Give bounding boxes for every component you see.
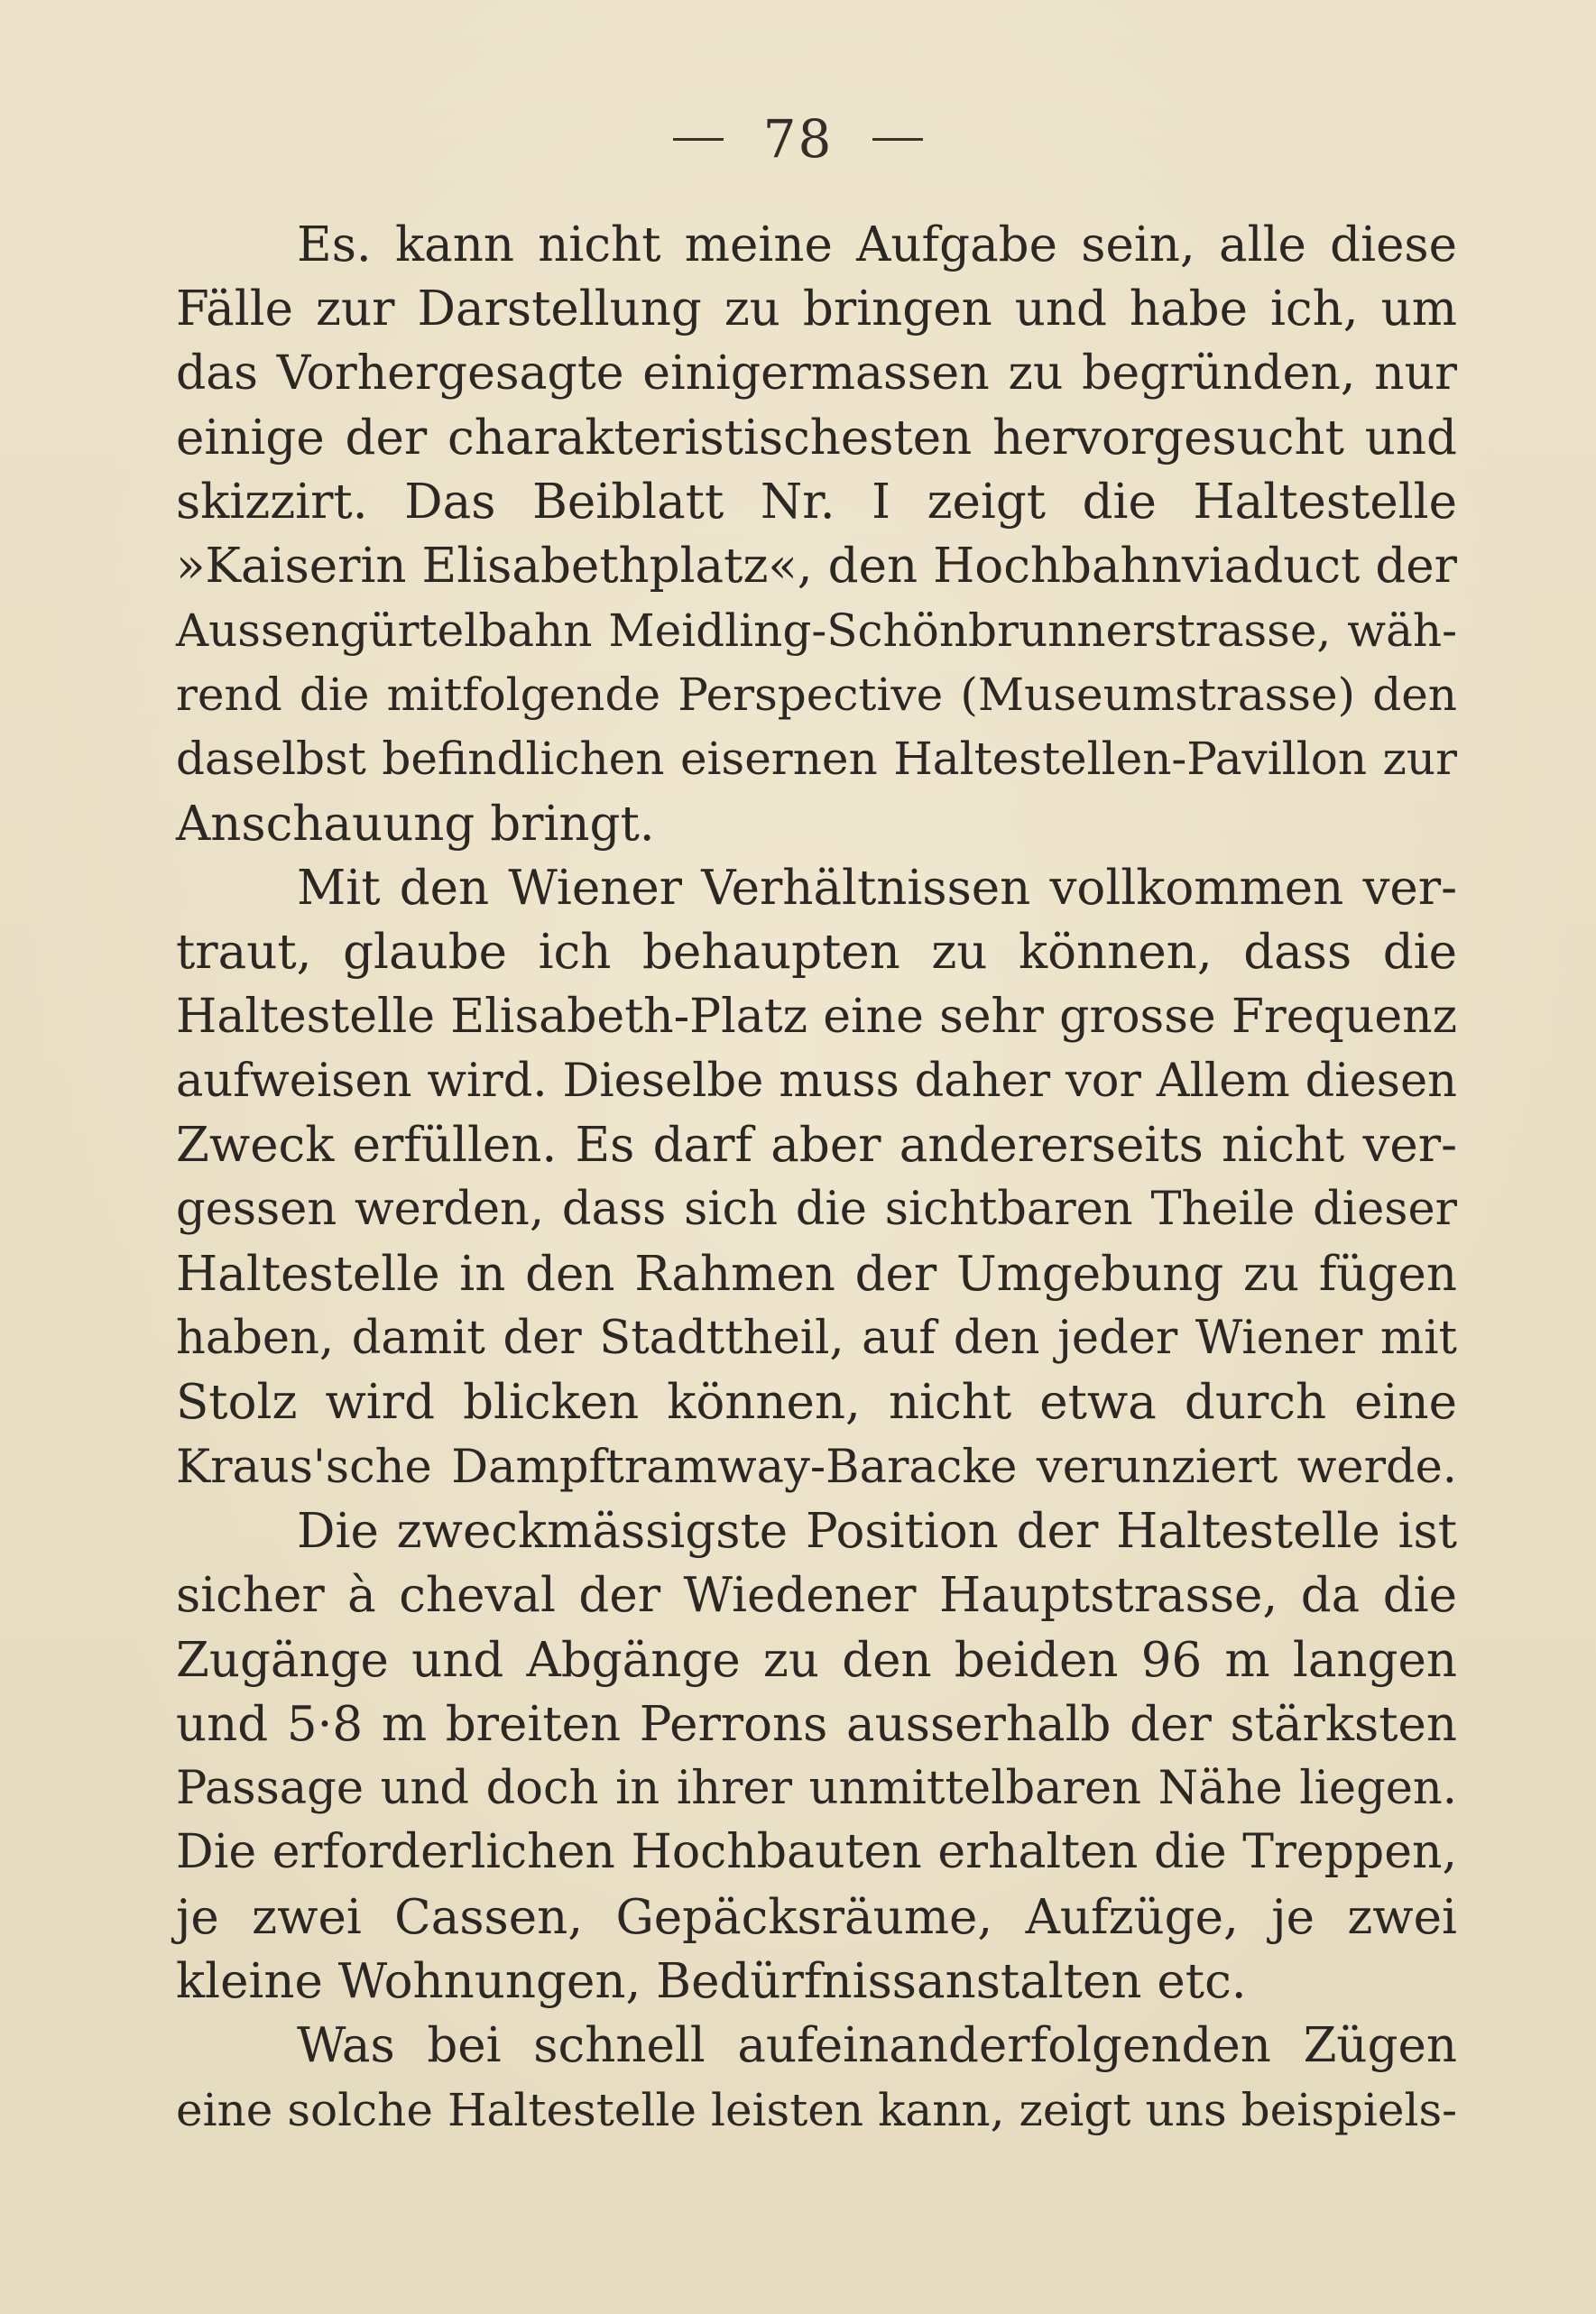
text-line: skizzirt. Das Beiblatt Nr. I zeigt die Haltestelle bbox=[176, 475, 1457, 530]
text-line: eine solche Haltestelle leisten kann, zeigt uns beispiels- bbox=[176, 2083, 1457, 2136]
text-line: Es. kann nicht meine Aufgabe sein, alle diese bbox=[297, 217, 1457, 272]
text-line: Was bei schnell aufeinanderfolgenden Zügen bbox=[297, 2018, 1457, 2074]
text-line: Die erforderlichen Hochbauten erhalten die Treppen, bbox=[176, 1825, 1457, 1880]
text-line: je zwei Cassen, Gepäcksräume, Aufzüge, je zwei bbox=[176, 1889, 1457, 1945]
text-line: einige der charakteristischesten hervorgesucht und bbox=[176, 410, 1457, 466]
text-line: und 5·8 m breiten Perrons ausserhalb der stärksten bbox=[176, 1696, 1457, 1752]
text-line: aufweisen wird. Dieselbe muss daher vor Allem diesen bbox=[176, 1054, 1457, 1108]
text-line: kleine Wohnungen, Bedürfnissanstalten etc. bbox=[176, 1954, 1247, 2010]
text-line: traut, glaube ich behaupten zu können, dass die bbox=[176, 925, 1457, 981]
text-line: Haltestelle Elisabeth-Platz eine sehr grosse Frequenz bbox=[176, 989, 1457, 1044]
page-number: 78 bbox=[762, 108, 834, 170]
text-line: rend die mitfolgende Perspective (Museumstrasse) den bbox=[176, 668, 1457, 722]
right-dash bbox=[872, 138, 923, 141]
paragraph-4 bbox=[176, 2014, 1457, 2143]
text-line: sicher à cheval der Wiedener Hauptstrasse, da die bbox=[176, 1568, 1457, 1624]
page-number-header bbox=[0, 108, 1596, 170]
text-line: haben, damit der Stadttheil, auf den jeder Wiener mit bbox=[176, 1312, 1457, 1366]
text-line: »Kaiserin Elisabethplatz«, den Hochbahnviaduct der bbox=[176, 539, 1457, 595]
text-line: Aussengürtelbahn Meidling-Schönbrunnerstrasse, wäh- bbox=[176, 604, 1457, 657]
text-line: Anschauung bringt. bbox=[176, 796, 655, 852]
paragraph-1 bbox=[176, 213, 1457, 856]
text-line: Fälle zur Darstellung zu bringen und habe ich, um bbox=[176, 281, 1457, 337]
paragraph-3 bbox=[176, 1499, 1457, 2014]
text-line: Kraus'sche Dampftramway-Baracke verunziert werde. bbox=[176, 1440, 1457, 1494]
left-dash bbox=[673, 138, 724, 141]
text-line: gessen werden, dass sich die sichtbaren Theile dieser bbox=[176, 1183, 1457, 1237]
paragraph-2 bbox=[176, 856, 1457, 1499]
text-line: Zweck erfüllen. Es darf aber andererseits nicht ver- bbox=[176, 1118, 1457, 1174]
body-text bbox=[176, 213, 1457, 2143]
text-line: daselbst befindlichen eisernen Haltestellen-Pavillon zur bbox=[176, 733, 1457, 786]
text-line: das Vorhergesagte einigermassen zu begründen, nur bbox=[176, 346, 1457, 401]
text-line: Mit den Wiener Verhältnissen vollkommen ver- bbox=[297, 860, 1457, 916]
text-line: Die zweckmässigste Position der Haltestelle ist bbox=[297, 1503, 1457, 1559]
text-line: Haltestelle in den Rahmen der Umgebung zu fügen bbox=[176, 1246, 1457, 1302]
text-line: Stolz wird blicken können, nicht etwa durch eine bbox=[176, 1375, 1457, 1431]
text-line: Passage und doch in ihrer unmittelbaren Nähe liegen. bbox=[176, 1762, 1457, 1816]
text-line: Zugänge und Abgänge zu den beiden 96 m langen bbox=[176, 1632, 1457, 1688]
